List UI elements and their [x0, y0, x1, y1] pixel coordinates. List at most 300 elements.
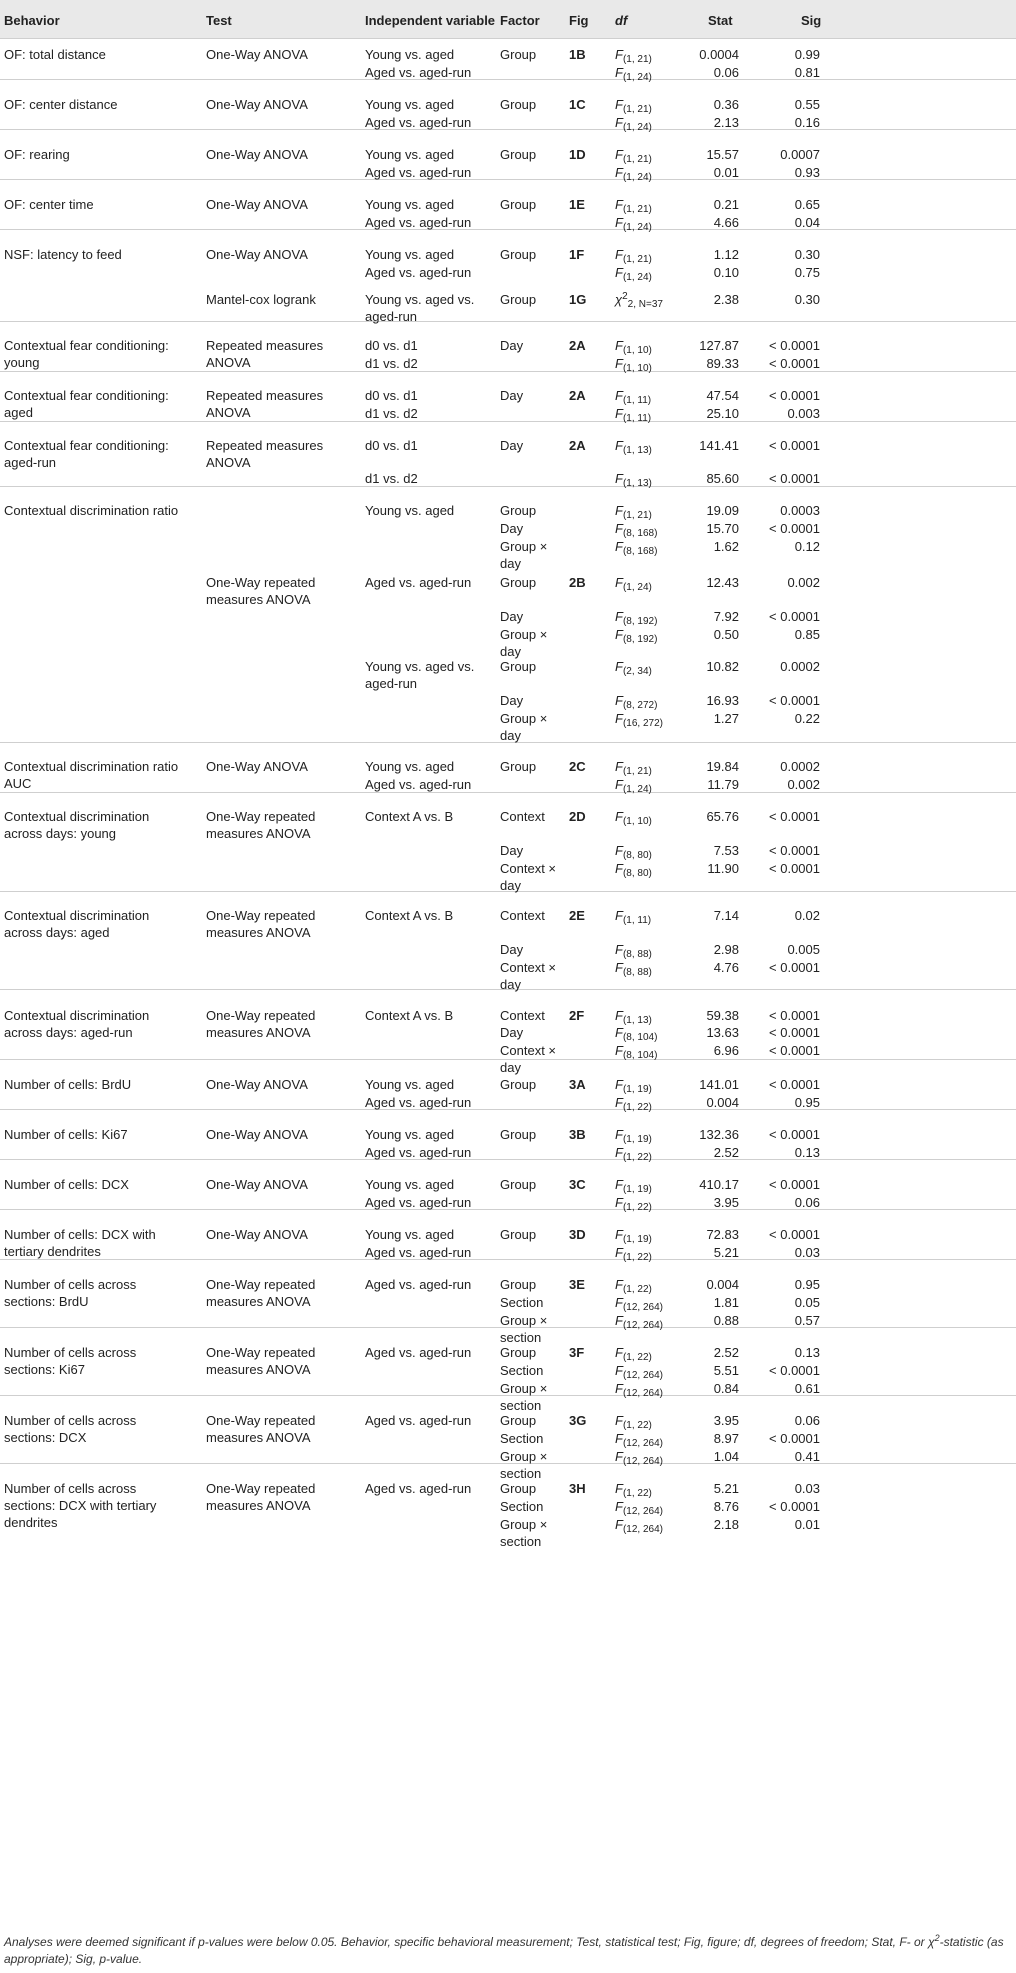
cell-factor: Day: [500, 609, 524, 624]
cell-iv: Aged vs. aged-run: [365, 1481, 472, 1496]
df-subscript: (1, 22): [622, 1102, 652, 1113]
cell-factor: Section: [500, 1363, 544, 1378]
cell-sig: 0.95: [794, 1277, 820, 1292]
cell-behavior: Contextual fear conditioning: young: [4, 338, 169, 370]
cell-stat: 11.90: [707, 861, 739, 876]
df-subscript: (8, 88): [622, 967, 652, 978]
df-subscript: (12, 264): [622, 1302, 663, 1313]
df-subscript: (12, 264): [622, 1438, 663, 1449]
cell-stat: 0.10: [713, 265, 739, 280]
df-letter: F: [615, 1363, 623, 1378]
cell-df: [615, 470, 652, 487]
df-subscript: (1, 21): [622, 154, 652, 165]
cell-df: [615, 146, 652, 163]
cell-sig: 0.005: [787, 942, 820, 957]
df-letter: F: [615, 438, 623, 453]
cell-iv: Aged vs. aged-run: [365, 165, 472, 180]
cell-sig: < 0.0001: [769, 609, 820, 624]
cell-behavior: OF: center time: [4, 197, 94, 212]
cell-stat: 19.09: [706, 503, 739, 518]
df-letter: F: [615, 1295, 623, 1310]
cell-fig: 3E: [569, 1277, 585, 1292]
cell-iv: Young vs. aged: [365, 1127, 455, 1142]
df-subscript: (1, 10): [622, 363, 652, 374]
cell-df: [615, 941, 652, 958]
df-letter: F: [615, 627, 623, 642]
cell-iv: d0 vs. d1: [365, 438, 418, 453]
cell-stat: 4.76: [713, 960, 739, 975]
cell-sig: < 0.0001: [769, 1431, 820, 1446]
df-subscript: (12, 264): [622, 1370, 663, 1381]
df-subscript: (1, 11): [622, 915, 652, 926]
cell-factor: Group: [500, 97, 537, 112]
cell-stat: 59.38: [706, 1008, 739, 1023]
cell-behavior: Number of cells across sections: Ki67: [4, 1345, 137, 1377]
df-subscript: (1, 21): [622, 766, 652, 777]
cell-iv: Aged vs. aged-run: [365, 1095, 472, 1110]
df-letter: F: [615, 693, 623, 708]
cell-sig: 0.93: [794, 165, 820, 180]
cell-sig: < 0.0001: [769, 1077, 820, 1092]
cell-df: [615, 355, 652, 372]
cell-sig: < 0.0001: [769, 1127, 820, 1142]
cell-sig: < 0.0001: [769, 1177, 820, 1192]
df-subscript: (1, 22): [622, 1202, 652, 1213]
df-letter: F: [615, 338, 623, 353]
cell-factor: Group: [500, 247, 537, 262]
cell-fig: 3F: [569, 1345, 585, 1360]
cell-factor: Group × day: [500, 711, 548, 743]
df-subscript: (8, 104): [622, 1032, 658, 1043]
cell-sig: < 0.0001: [769, 809, 820, 824]
cell-df: [615, 196, 652, 213]
cell-iv: Young vs. aged: [365, 759, 455, 774]
cell-df: [615, 808, 652, 825]
df-letter: F: [615, 942, 623, 957]
df-letter: F: [615, 65, 623, 80]
cell-df: [615, 64, 652, 81]
df-letter: F: [615, 521, 623, 536]
cell-iv: d1 vs. d2: [365, 406, 418, 421]
df-subscript: (8, 272): [622, 700, 658, 711]
cell-behavior: Contextual discrimination ratio: [4, 503, 179, 518]
cell-stat: 13.63: [706, 1025, 739, 1040]
cell-test: One-Way ANOVA: [206, 1227, 308, 1242]
df-letter: F: [615, 503, 623, 518]
cell-test: Mantel-cox logrank: [206, 292, 316, 307]
cell-df: [615, 1344, 652, 1361]
df-subscript: (12, 264): [622, 1388, 663, 1399]
df-subscript: (12, 264): [622, 1524, 663, 1535]
cell-sig: 0.03: [794, 1245, 820, 1260]
cell-test: Repeated measures ANOVA: [206, 338, 324, 370]
df-superscript: 2: [622, 291, 628, 302]
cell-sig: < 0.0001: [769, 861, 820, 876]
cell-fig: 2B: [569, 575, 586, 590]
cell-iv: d1 vs. d2: [365, 471, 418, 486]
cell-iv: Aged vs. aged-run: [365, 265, 472, 280]
cell-behavior: Number of cells: DCX with tertiary dendrites: [4, 1227, 156, 1259]
cell-factor: Context: [500, 1008, 545, 1023]
cell-sig: 0.05: [794, 1295, 820, 1310]
cell-factor: Day: [500, 438, 524, 453]
cell-factor: Group: [500, 1345, 537, 1360]
df-letter: F: [615, 1313, 623, 1328]
cell-df: [615, 1144, 652, 1161]
cell-factor: Group: [500, 1177, 537, 1192]
cell-df: [615, 1094, 652, 1111]
header-behavior: Behavior: [4, 13, 60, 28]
cell-iv: Young vs. aged vs. aged-run: [365, 292, 475, 324]
cell-iv: Young vs. aged: [365, 47, 455, 62]
cell-df: [615, 114, 652, 131]
cell-test: One-Way ANOVA: [206, 47, 308, 62]
df-letter: F: [615, 1145, 623, 1160]
cell-stat: 7.53: [713, 843, 739, 858]
df-subscript: (8, 80): [622, 850, 652, 861]
cell-fig: 3C: [569, 1177, 586, 1192]
cell-stat: 141.01: [699, 1077, 739, 1092]
df-letter: F: [615, 1127, 623, 1142]
cell-test: Repeated measures ANOVA: [206, 388, 324, 420]
cell-stat: 0.84: [713, 1381, 739, 1396]
cell-factor: Group: [500, 292, 537, 307]
cell-stat: 15.70: [706, 521, 739, 536]
cell-df: [615, 1480, 652, 1497]
cell-stat: 3.95: [713, 1195, 739, 1210]
cell-df: [615, 658, 652, 675]
cell-df: [615, 1076, 652, 1093]
cell-sig: 0.30: [794, 247, 820, 262]
df-letter: F: [615, 265, 623, 280]
cell-iv: Aged vs. aged-run: [365, 575, 472, 590]
df-subscript: (1, 21): [622, 510, 652, 521]
df-letter: F: [615, 1431, 623, 1446]
row-separator: [0, 1109, 1016, 1110]
cell-behavior: Contextual discrimination across days: young: [4, 809, 150, 841]
df-letter: F: [615, 908, 623, 923]
cell-df: [615, 776, 652, 793]
cell-factor: Day: [500, 338, 524, 353]
cell-factor: Group: [500, 575, 537, 590]
cell-iv: Young vs. aged: [365, 97, 455, 112]
cell-sig: 0.99: [794, 47, 820, 62]
df-subscript: (1, 21): [622, 254, 652, 265]
cell-sig: 0.85: [794, 627, 820, 642]
cell-factor: Group: [500, 47, 537, 62]
cell-test: One-Way ANOVA: [206, 247, 308, 262]
cell-factor: Group: [500, 659, 537, 674]
df-letter: F: [615, 1008, 623, 1023]
cell-stat: 141.41: [699, 438, 739, 453]
df-subscript: (1, 10): [622, 345, 652, 356]
row-separator: [0, 371, 1016, 372]
df-subscript: (16, 272): [622, 718, 663, 729]
df-subscript: (1, 13): [622, 478, 652, 489]
cell-sig: 0.06: [794, 1413, 820, 1428]
cell-iv: Aged vs. aged-run: [365, 215, 472, 230]
cell-df: [615, 405, 651, 422]
header-df: df: [615, 13, 628, 28]
cell-iv: Aged vs. aged-run: [365, 115, 472, 130]
df-subscript: (8, 88): [622, 949, 652, 960]
cell-stat: 11.79: [707, 777, 739, 792]
cell-fig: 3H: [569, 1481, 586, 1496]
cell-test: One-Way repeated measures ANOVA: [206, 809, 316, 841]
df-letter: F: [615, 1277, 623, 1292]
cell-df: [615, 387, 651, 404]
cell-fig: 1F: [569, 247, 585, 262]
df-subscript: (1, 24): [622, 172, 652, 183]
df-letter: F: [615, 575, 623, 590]
cell-iv: d0 vs. d1: [365, 388, 418, 403]
cell-test: Repeated measures ANOVA: [206, 438, 324, 470]
cell-stat: 0.0004: [699, 47, 739, 62]
cell-sig: < 0.0001: [769, 1363, 820, 1378]
cell-fig: 2A: [569, 438, 586, 453]
cell-stat: 16.93: [706, 693, 739, 708]
df-letter: F: [615, 1449, 623, 1464]
cell-factor: Day: [500, 942, 524, 957]
df-letter: F: [615, 759, 623, 774]
row-separator: [0, 1209, 1016, 1210]
df-subscript: (1, 22): [622, 1152, 652, 1163]
cell-behavior: Number of cells across sections: DCX: [4, 1413, 137, 1445]
df-letter: F: [615, 165, 623, 180]
cell-fig: 2A: [569, 338, 586, 353]
cell-df: [615, 1176, 652, 1193]
df-subscript: (8, 192): [622, 634, 658, 645]
cell-sig: < 0.0001: [769, 1043, 820, 1058]
cell-iv: Aged vs. aged-run: [365, 65, 472, 80]
df-subscript: (12, 264): [622, 1456, 663, 1467]
cell-sig: < 0.0001: [769, 1499, 820, 1514]
cell-test: One-Way repeated measures ANOVA: [206, 1277, 316, 1309]
cell-sig: 0.13: [794, 1345, 820, 1360]
cell-factor: Group: [500, 147, 537, 162]
cell-fig: 2F: [569, 1008, 585, 1023]
df-letter: F: [615, 777, 623, 792]
cell-stat: 2.18: [713, 1517, 739, 1532]
cell-test: One-Way ANOVA: [206, 1177, 308, 1192]
cell-stat: 19.84: [706, 759, 739, 774]
cell-fig: 1G: [569, 292, 587, 307]
cell-factor: Group: [500, 197, 537, 212]
cell-iv: Context A vs. B: [365, 809, 454, 824]
cell-behavior: Contextual fear conditioning: aged: [4, 388, 169, 420]
cell-stat: 4.66: [713, 215, 739, 230]
cell-iv: Aged vs. aged-run: [365, 1245, 472, 1260]
df-letter: F: [615, 1481, 623, 1496]
df-letter: F: [615, 388, 623, 403]
df-subscript: (1, 21): [622, 54, 652, 65]
cell-sig: < 0.0001: [769, 1008, 820, 1023]
df-subscript: (1, 24): [622, 222, 652, 233]
cell-df: [615, 1412, 652, 1429]
cell-sig: 0.002: [787, 575, 820, 590]
cell-iv: Aged vs. aged-run: [365, 1195, 472, 1210]
cell-stat: 2.52: [713, 1145, 739, 1160]
df-subscript: (1, 19): [622, 1184, 652, 1195]
cell-test: One-Way ANOVA: [206, 197, 308, 212]
cell-sig: 0.02: [794, 908, 820, 923]
cell-iv: Aged vs. aged-run: [365, 1413, 472, 1428]
cell-iv: Young vs. aged: [365, 197, 455, 212]
cell-sig: 0.16: [794, 115, 820, 130]
cell-test: One-Way ANOVA: [206, 1077, 308, 1092]
cell-iv: Young vs. aged: [365, 1177, 455, 1192]
df-letter: F: [615, 1025, 623, 1040]
cell-test: One-Way ANOVA: [206, 97, 308, 112]
cell-fig: 3D: [569, 1227, 586, 1242]
df-letter: F: [615, 1517, 623, 1532]
df-subscript: 2, N=37: [627, 299, 663, 310]
cell-factor: Group × section: [500, 1381, 548, 1413]
cell-stat: 127.87: [699, 338, 739, 353]
cell-sig: < 0.0001: [769, 388, 820, 403]
cell-fig: 3G: [569, 1413, 587, 1428]
cell-df: [615, 860, 652, 877]
cell-factor: Group × section: [500, 1449, 548, 1481]
cell-sig: < 0.0001: [769, 438, 820, 453]
cell-df: [615, 758, 652, 775]
cell-stat: 65.76: [706, 809, 739, 824]
cell-fig: 1D: [569, 147, 586, 162]
cell-stat: 8.76: [713, 1499, 739, 1514]
cell-iv: Young vs. aged: [365, 1077, 455, 1092]
df-subscript: (8, 104): [622, 1050, 658, 1061]
cell-behavior: NSF: latency to feed: [4, 247, 122, 262]
table-header: [0, 0, 1016, 39]
cell-stat: 12.43: [706, 575, 739, 590]
cell-fig: 3A: [569, 1077, 586, 1092]
cell-sig: 0.0002: [780, 759, 820, 774]
cell-stat: 7.92: [713, 609, 739, 624]
df-letter: F: [615, 471, 623, 486]
cell-factor: Section: [500, 1295, 544, 1310]
cell-test: One-Way ANOVA: [206, 759, 308, 774]
cell-iv: Context A vs. B: [365, 908, 454, 923]
df-letter: F: [615, 659, 623, 674]
cell-factor: Group: [500, 1077, 537, 1092]
cell-iv: Context A vs. B: [365, 1008, 454, 1023]
cell-factor: Group × section: [500, 1313, 548, 1345]
df-letter: F: [615, 1413, 623, 1428]
df-letter: F: [615, 539, 623, 554]
df-letter: F: [615, 115, 623, 130]
cell-behavior: Contextual fear conditioning: aged-run: [4, 438, 169, 470]
df-subscript: (1, 11): [622, 395, 652, 406]
cell-df: [615, 214, 652, 231]
cell-stat: 1.27: [713, 711, 739, 726]
df-subscript: (1, 11): [622, 413, 652, 424]
cell-stat: 0.06: [713, 65, 739, 80]
cell-factor: Group: [500, 1127, 537, 1142]
df-subscript: (1, 22): [622, 1252, 652, 1263]
cell-factor: Context × day: [500, 1043, 557, 1075]
df-subscript: (12, 264): [622, 1506, 663, 1517]
cell-fig: 2C: [569, 759, 586, 774]
cell-sig: 0.003: [787, 406, 820, 421]
cell-stat: 1.62: [713, 539, 739, 554]
df-letter: F: [615, 843, 623, 858]
cell-stat: 89.33: [706, 356, 739, 371]
cell-sig: 0.81: [794, 65, 820, 80]
cell-sig: 0.0003: [780, 503, 820, 518]
cell-factor: Group: [500, 503, 537, 518]
cell-behavior: Number of cells: Ki67: [4, 1127, 128, 1142]
cell-fig: 1B: [569, 47, 586, 62]
cell-factor: Context: [500, 908, 545, 923]
df-subscript: (1, 24): [622, 72, 652, 83]
cell-iv: Young vs. aged: [365, 147, 455, 162]
df-subscript: (1, 22): [622, 1420, 652, 1431]
df-letter: F: [615, 247, 623, 262]
cell-behavior: Contextual discrimination across days: aged: [4, 908, 150, 940]
row-separator: [0, 421, 1016, 422]
df-letter: F: [615, 97, 623, 112]
cell-iv: Young vs. aged: [365, 247, 455, 262]
df-letter: F: [615, 47, 623, 62]
cell-test: One-Way repeated measures ANOVA: [206, 575, 316, 607]
df-subscript: (1, 21): [622, 104, 652, 115]
header-factor: Factor: [500, 13, 540, 28]
row-separator: [0, 1159, 1016, 1160]
footnote-text: Analyses were deemed significant if p-values were below 0.05. Behavior, specific behavioral measurement; Test, statistical test; Fig, figure; df, degrees of freedom; Stat, F- or χ: [4, 1935, 935, 1949]
df-subscript: (1, 10): [622, 816, 652, 827]
cell-factor: Group × day: [500, 627, 548, 659]
cell-sig: < 0.0001: [769, 1025, 820, 1040]
table-footnote: [4, 1930, 1009, 1968]
cell-sig: 0.95: [794, 1095, 820, 1110]
cell-factor: Group: [500, 1481, 537, 1496]
df-letter: F: [615, 1345, 623, 1360]
cell-stat: 1.81: [713, 1295, 739, 1310]
df-subscript: (1, 24): [622, 272, 652, 283]
cell-factor: Group: [500, 1227, 537, 1242]
cell-fig: 2A: [569, 388, 586, 403]
cell-sig: 0.0002: [780, 659, 820, 674]
cell-sig: 0.30: [794, 292, 820, 307]
cell-stat: 0.21: [713, 197, 739, 212]
cell-factor: Group: [500, 759, 537, 774]
cell-stat: 6.96: [713, 1043, 739, 1058]
cell-sig: 0.06: [794, 1195, 820, 1210]
df-letter: F: [615, 1077, 623, 1092]
cell-stat: 2.38: [713, 292, 739, 307]
cell-sig: 0.04: [794, 215, 820, 230]
cell-stat: 0.004: [706, 1277, 739, 1292]
cell-sig: < 0.0001: [769, 693, 820, 708]
df-letter: F: [615, 960, 623, 975]
cell-sig: 0.12: [794, 539, 820, 554]
cell-stat: 2.98: [713, 942, 739, 957]
cell-df: [615, 842, 652, 859]
cell-df: [615, 1007, 652, 1024]
footnote-superscript: 2: [934, 1933, 940, 1943]
cell-factor: Group × section: [500, 1517, 548, 1549]
df-subscript: (1, 13): [622, 1015, 652, 1026]
df-letter: F: [615, 1195, 623, 1210]
row-separator: [0, 321, 1016, 322]
df-subscript: (12, 264): [622, 1320, 663, 1331]
cell-test: One-Way repeated measures ANOVA: [206, 908, 316, 940]
cell-factor: Context × day: [500, 861, 557, 893]
df-subscript: (1, 21): [622, 204, 652, 215]
df-letter: F: [615, 1245, 623, 1260]
header-sig: Sig: [801, 13, 822, 28]
row-separator: [0, 792, 1016, 793]
